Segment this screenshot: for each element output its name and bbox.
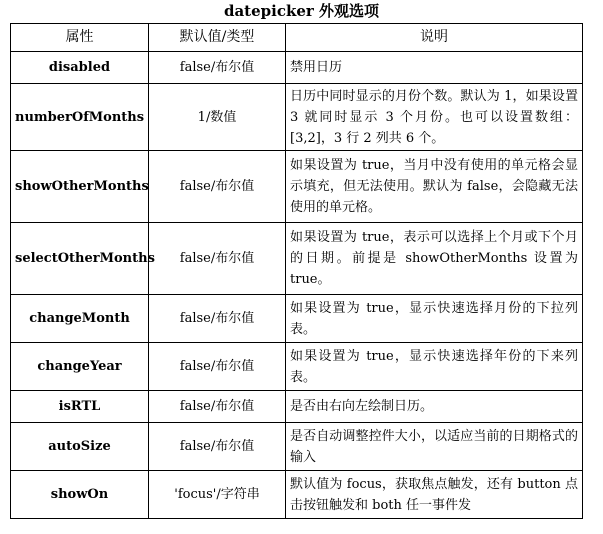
property-description: 日历中同时显示的月份个数。默认为 1，如果设置 3 就同时显示 3 个月份。也可以设置数组：[3,2]，3 行 2 列共 6 个。 (286, 84, 583, 151)
property-description: 如果设置为 true，显示快速选择年份的下来列表。 (286, 343, 583, 391)
property-name: selectOtherMonths (11, 223, 149, 295)
table-row (11, 223, 583, 295)
property-description: 如果设置为 true，显示快速选择月份的下拉列表。 (286, 295, 583, 343)
header-description: 说明 (286, 24, 583, 52)
property-name: showOtherMonths (11, 151, 149, 223)
header-row (11, 24, 583, 52)
header-default-type: 默认值/类型 (149, 24, 286, 52)
property-description: 如果设置为 true，当月中没有使用的单元格会显示填充，但无法使用。默认为 false，会隐藏无法使用的单元格。 (286, 151, 583, 223)
property-default: false/布尔值 (149, 223, 286, 295)
table-row (11, 343, 583, 391)
property-default: false/布尔值 (149, 343, 286, 391)
table-row (11, 295, 583, 343)
property-description: 默认值为 focus，获取焦点触发，还有 button 点击按钮触发和 both 任一事件发 (286, 471, 583, 519)
table-caption: datepicker 外观选项 (223, 2, 380, 20)
property-default: 'focus'/字符串 (149, 471, 286, 519)
property-name: disabled (11, 52, 149, 84)
property-description: 是否自动调整控件大小，以适应当前的日期格式的输入 (286, 423, 583, 471)
property-name: autoSize (11, 423, 149, 471)
property-description: 禁用日历 (286, 52, 583, 84)
property-name: changeMonth (11, 295, 149, 343)
property-description: 是否由右向左绘制日历。 (286, 391, 583, 423)
property-default: false/布尔值 (149, 151, 286, 223)
property-name: showOn (11, 471, 149, 519)
property-name: isRTL (11, 391, 149, 423)
table-row (11, 391, 583, 423)
property-default: false/布尔值 (149, 295, 286, 343)
property-description: 如果设置为 true，表示可以选择上个月或下个月的日期。前提是 showOtherMonths 设置为 true。 (286, 223, 583, 295)
table-row (11, 423, 583, 471)
options-table (10, 23, 583, 519)
header-property: 属性 (11, 24, 149, 52)
table-row (11, 52, 583, 84)
property-name: changeYear (11, 343, 149, 391)
table-row (11, 151, 583, 223)
property-default: false/布尔值 (149, 52, 286, 84)
table-row (11, 84, 583, 151)
property-default: false/布尔值 (149, 423, 286, 471)
property-default: false/布尔值 (149, 391, 286, 423)
table-row (11, 471, 583, 519)
property-name: numberOfMonths (11, 84, 149, 151)
property-default: 1/数值 (149, 84, 286, 151)
